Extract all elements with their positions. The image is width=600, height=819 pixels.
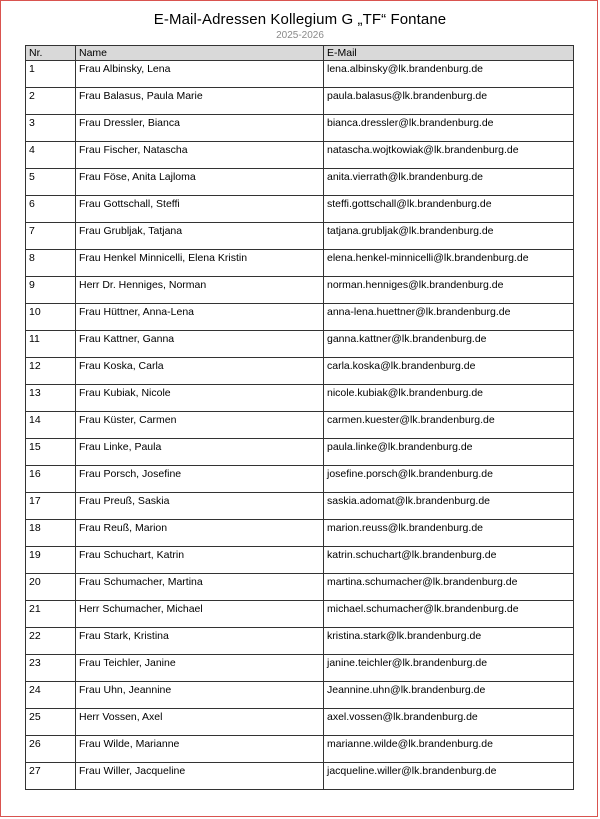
cell-name: Frau Stark, Kristina	[76, 628, 324, 655]
table-row	[26, 331, 574, 358]
cell-name: Frau Teichler, Janine	[76, 655, 324, 682]
cell-nr: 22	[26, 628, 76, 655]
table-row	[26, 547, 574, 574]
cell-nr: 16	[26, 466, 76, 493]
cell-nr: 27	[26, 763, 76, 790]
table-row	[26, 142, 574, 169]
table-row	[26, 682, 574, 709]
cell-email: anna-lena.huettner@lk.brandenburg.de	[324, 304, 574, 331]
cell-email: josefine.porsch@lk.brandenburg.de	[324, 466, 574, 493]
cell-name: Frau Grubljak, Tatjana	[76, 223, 324, 250]
cell-name: Herr Dr. Henniges, Norman	[76, 277, 324, 304]
header-nr: Nr.	[26, 46, 76, 61]
cell-nr: 8	[26, 250, 76, 277]
cell-name: Frau Schumacher, Martina	[76, 574, 324, 601]
cell-email: saskia.adomat@lk.brandenburg.de	[324, 493, 574, 520]
cell-email: anita.vierrath@lk.brandenburg.de	[324, 169, 574, 196]
cell-email: marianne.wilde@lk.brandenburg.de	[324, 736, 574, 763]
table-row	[26, 574, 574, 601]
cell-email: steffi.gottschall@lk.brandenburg.de	[324, 196, 574, 223]
table-body	[26, 61, 574, 790]
cell-nr: 1	[26, 61, 76, 88]
cell-name: Herr Vossen, Axel	[76, 709, 324, 736]
cell-email: axel.vossen@lk.brandenburg.de	[324, 709, 574, 736]
table-header-row	[26, 46, 574, 61]
table-row	[26, 493, 574, 520]
cell-nr: 4	[26, 142, 76, 169]
cell-nr: 20	[26, 574, 76, 601]
cell-email: carla.koska@lk.brandenburg.de	[324, 358, 574, 385]
cell-nr: 23	[26, 655, 76, 682]
cell-email: lena.albinsky@lk.brandenburg.de	[324, 61, 574, 88]
cell-name: Herr Schumacher, Michael	[76, 601, 324, 628]
cell-email: carmen.kuester@lk.brandenburg.de	[324, 412, 574, 439]
table-row	[26, 358, 574, 385]
cell-name: Frau Willer, Jacqueline	[76, 763, 324, 790]
cell-nr: 3	[26, 115, 76, 142]
cell-nr: 17	[26, 493, 76, 520]
table-row	[26, 250, 574, 277]
table-row	[26, 736, 574, 763]
table-row	[26, 412, 574, 439]
cell-nr: 2	[26, 88, 76, 115]
cell-nr: 9	[26, 277, 76, 304]
cell-name: Frau Porsch, Josefine	[76, 466, 324, 493]
table-row	[26, 304, 574, 331]
cell-name: Frau Reuß, Marion	[76, 520, 324, 547]
cell-nr: 15	[26, 439, 76, 466]
cell-email: michael.schumacher@lk.brandenburg.de	[324, 601, 574, 628]
cell-email: paula.balasus@lk.brandenburg.de	[324, 88, 574, 115]
cell-name: Frau Balasus, Paula Marie	[76, 88, 324, 115]
table-row	[26, 115, 574, 142]
table-row	[26, 628, 574, 655]
header-email: E-Mail	[324, 46, 574, 61]
cell-email: marion.reuss@lk.brandenburg.de	[324, 520, 574, 547]
cell-email: Jeannine.uhn@lk.brandenburg.de	[324, 682, 574, 709]
cell-name: Frau Wilde, Marianne	[76, 736, 324, 763]
cell-nr: 18	[26, 520, 76, 547]
cell-email: tatjana.grubljak@lk.brandenburg.de	[324, 223, 574, 250]
cell-nr: 24	[26, 682, 76, 709]
table-row	[26, 61, 574, 88]
cell-nr: 11	[26, 331, 76, 358]
cell-name: Frau Koska, Carla	[76, 358, 324, 385]
cell-email: elena.henkel-minnicelli@lk.brandenburg.de	[324, 250, 574, 277]
table-row	[26, 196, 574, 223]
cell-name: Frau Schuchart, Katrin	[76, 547, 324, 574]
cell-nr: 19	[26, 547, 76, 574]
cell-name: Frau Preuß, Saskia	[76, 493, 324, 520]
cell-email: kristina.stark@lk.brandenburg.de	[324, 628, 574, 655]
table-row	[26, 88, 574, 115]
cell-nr: 21	[26, 601, 76, 628]
cell-name: Frau Albinsky, Lena	[76, 61, 324, 88]
cell-name: Frau Küster, Carmen	[76, 412, 324, 439]
cell-name: Frau Kubiak, Nicole	[76, 385, 324, 412]
table-row	[26, 223, 574, 250]
cell-email: norman.henniges@lk.brandenburg.de	[324, 277, 574, 304]
cell-nr: 5	[26, 169, 76, 196]
cell-name: Frau Henkel Minnicelli, Elena Kristin	[76, 250, 324, 277]
table-row	[26, 169, 574, 196]
cell-email: janine.teichler@lk.brandenburg.de	[324, 655, 574, 682]
cell-nr: 10	[26, 304, 76, 331]
cell-name: Frau Föse, Anita Lajloma	[76, 169, 324, 196]
table-row	[26, 439, 574, 466]
cell-nr: 6	[26, 196, 76, 223]
cell-email: ganna.kattner@lk.brandenburg.de	[324, 331, 574, 358]
cell-nr: 7	[26, 223, 76, 250]
cell-email: bianca.dressler@lk.brandenburg.de	[324, 115, 574, 142]
cell-name: Frau Gottschall, Steffi	[76, 196, 324, 223]
cell-nr: 12	[26, 358, 76, 385]
cell-email: jacqueline.willer@lk.brandenburg.de	[324, 763, 574, 790]
cell-email: nicole.kubiak@lk.brandenburg.de	[324, 385, 574, 412]
cell-name: Frau Dressler, Bianca	[76, 115, 324, 142]
cell-email: natascha.wojtkowiak@lk.brandenburg.de	[324, 142, 574, 169]
cell-name: Frau Linke, Paula	[76, 439, 324, 466]
cell-nr: 26	[26, 736, 76, 763]
cell-email: paula.linke@lk.brandenburg.de	[324, 439, 574, 466]
cell-nr: 25	[26, 709, 76, 736]
email-table	[25, 45, 574, 790]
document-title: E-Mail-Adressen Kollegium G „TF“ Fontane	[153, 11, 447, 28]
table-row	[26, 466, 574, 493]
cell-name: Frau Kattner, Ganna	[76, 331, 324, 358]
table-row	[26, 601, 574, 628]
table-row	[26, 277, 574, 304]
table-row	[26, 520, 574, 547]
table-row	[26, 709, 574, 736]
cell-email: martina.schumacher@lk.brandenburg.de	[324, 574, 574, 601]
header-name: Name	[76, 46, 324, 61]
cell-name: Frau Hüttner, Anna-Lena	[76, 304, 324, 331]
cell-nr: 13	[26, 385, 76, 412]
cell-name: Frau Uhn, Jeannine	[76, 682, 324, 709]
table-row	[26, 763, 574, 790]
document-subtitle: 2025-2026	[276, 30, 324, 41]
cell-nr: 14	[26, 412, 76, 439]
cell-email: katrin.schuchart@lk.brandenburg.de	[324, 547, 574, 574]
cell-name: Frau Fischer, Natascha	[76, 142, 324, 169]
table-row	[26, 655, 574, 682]
table-row	[26, 385, 574, 412]
